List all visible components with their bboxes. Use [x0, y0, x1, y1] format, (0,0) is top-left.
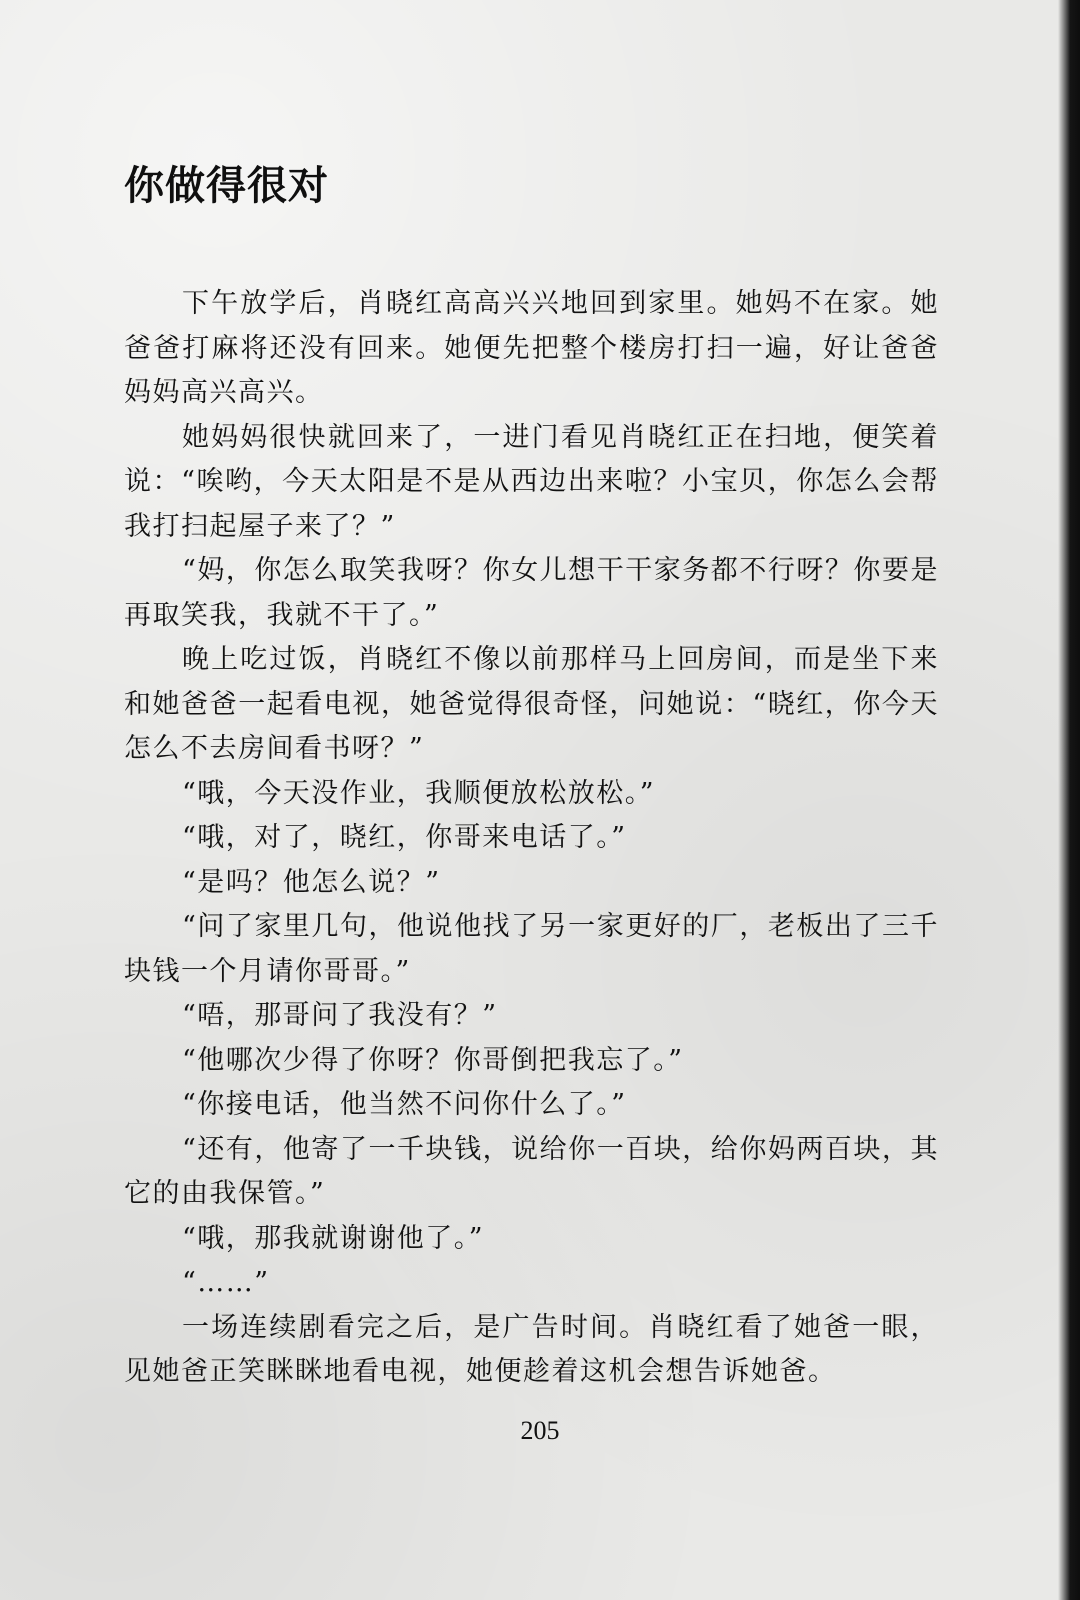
- scan-edge-shadow: [1058, 0, 1080, 1600]
- paragraph: 一场连续剧看完之后，是广告时间。肖晓红看了她爸一眼，见她爸正笑眯眯地看电视，她便趁着这机会想告诉她爸。: [124, 1311, 939, 1387]
- paragraph: “他哪次少得了你呀？你哥倒把我忘了。”: [182, 1044, 684, 1076]
- paragraph: “问了家里几句，他说他找了另一家更好的厂，老板出了三千块钱一个月请你哥哥。”: [124, 911, 939, 987]
- paragraph: 她妈妈很快就回来了，一进门看见肖晓红正在扫地，便笑着说：“唉哟，今天太阳是不是从西边出来啦？小宝贝，你怎么会帮我打扫起屋子来了？”: [124, 421, 939, 542]
- chapter-title: 你做得很对: [124, 163, 329, 209]
- paragraph: “唔，那哥问了我没有？”: [182, 1000, 498, 1031]
- paragraph: “哦，对了，晓红，你哥来电话了。”: [182, 822, 627, 853]
- paragraph: 晚上吃过饭，肖晓红不像以前那样马上回房间，而是坐下来和她爸爸一起看电视，她爸觉得很奇怪，问她说：“晓红，你今天怎么不去房间看书呀？”: [124, 644, 939, 764]
- paragraph: “哦，那我就谢谢他了。”: [182, 1222, 485, 1254]
- paragraph: 下午放学后，肖晓红高高兴兴地回到家里。她妈不在家。她爸爸打麻将还没有回来。她便先把整个楼房打扫一遍，好让爸爸妈妈高兴高兴。: [124, 288, 939, 408]
- paragraph: “……”: [182, 1267, 270, 1298]
- page-number: 205: [520, 1416, 560, 1445]
- paragraph: “还有，他寄了一千块钱，说给你一百块，给你妈两百块，其它的由我保管。”: [124, 1133, 939, 1209]
- body-text: [124, 282, 939, 1395]
- paragraph: “你接电话，他当然不问你什么了。”: [182, 1089, 627, 1120]
- paragraph: “是吗？他怎么说？”: [182, 866, 441, 898]
- paragraph: “哦，今天没作业，我顺便放松放松。”: [182, 777, 656, 809]
- paragraph: “妈，你怎么取笑我呀？你女儿想干干家务都不行呀？你要是再取笑我，我就不干了。”: [124, 555, 939, 631]
